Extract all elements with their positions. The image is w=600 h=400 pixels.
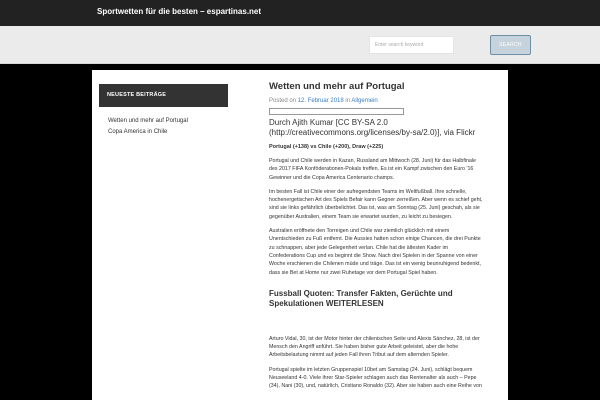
article [269, 81, 483, 397]
post-paragraph: Im besten Fall ist Chile einer der aufregendsten Teams im Weltfußball. Ihre schnelle, hochenergetischen Art des Spiels Befair kann Gegner zerreißen. Aber wenn es schief geht, sind sie links gefährlich überbelichtet. Das ist, was am Sonntag (25. Juni) geschah, als sie gegenüber Australien, einem Team sie erwartet wurden, zu leicht zu besiegen. [269, 188, 483, 220]
content-area [92, 70, 508, 400]
post-paragraph: Portugal und Chile werden in Kazan, Russland am Mittwoch (28. Juni) für das Halbfinale des 2017 FIFA Konföderationen-Pokals treffen. Es ist ein Kampf zwischen den Euro '16 Gewinner und die Copa America Centenario champs. [269, 158, 476, 181]
recent-post-link[interactable]: Wetten und mehr auf Portugal [108, 118, 188, 124]
recent-posts-widget-title: NEUESTE BEITRÄGE [99, 84, 228, 107]
posted-on-label: Posted on [269, 98, 297, 104]
post-title[interactable]: Wetten und mehr auf Portugal [269, 81, 405, 92]
post-paragraph: Portugal spielte im letzten Gruppenspiel 10bet am Samstag (24. Juni), schlägt bequem Neuseeland 4-0. Viele ihrer Star-Spieler schlagen auch das Rentenalter als auch – Pepe (34), Nani (30), und, natürlich, Cristiano Ronaldo (32). Aber sie haben auch eine Reihe von [269, 366, 482, 390]
image-caption: Durch Ajith Kumar [CC BY-SA 2.0 (http://creativecommons.org/licenses/by-sa/2.0)], via Flickr [269, 118, 476, 137]
search-input[interactable] [369, 36, 454, 54]
meta-in-label: in [345, 98, 351, 104]
post-paragraph: Australien eröffnete den Torreigen und Chile war ziemlich glücklich mit einem Unentschieden zu Fuß entfernt. Die Aussies hatten schon einige Chancen, die drei Punkte zu schnappen, aber jede Gelegenheit verlan. Chile hat die ältesten Kader im Confederations Cup und es beginnt die Show. Nach drei Spielen in der Spanne von einer Woche erschienen die Chilenen müde und träge. Das ist ein wenig beunruhigend bedenkt, dass sie Bet at Home nur zwei Ruhetage vor dem Portugal Spiel haben. [269, 228, 481, 276]
odds-line: Portugal (+138) vs Chile (+200), Draw (+225) [269, 144, 384, 150]
search-bar [0, 26, 600, 64]
sidebar [99, 84, 228, 138]
post-meta [269, 97, 483, 105]
post-paragraph: Arturo Vidal, 30, ist der Motor hinter der chilenischen Seite und Alexis Sánchez, 28, ist der Mensch den Angriff anführt. Sie haben bisher gute Arbeit geleistet, aber die hohe Arbeitsbelastung nimmt auf jeden Fall ihren Tribut auf dem alternden Spieler. [269, 335, 480, 359]
post-image-placeholder [269, 108, 404, 115]
recent-posts-list [99, 107, 228, 138]
site-title[interactable]: Sportwetten für die besten – espartinas.net [97, 7, 262, 16]
post-category-link[interactable]: Allgemein [351, 98, 378, 104]
top-header-bar [0, 0, 600, 26]
post-subheading: Fussball Quoten: Transfer Fakten, Gerüchte und Spekulationen WEITERLESEN [269, 288, 453, 308]
post-date-link[interactable]: 12. Februar 2018 [297, 98, 344, 104]
search-button[interactable]: SEARCH [490, 35, 531, 55]
recent-post-link[interactable]: Copa America in Chile [108, 129, 168, 135]
